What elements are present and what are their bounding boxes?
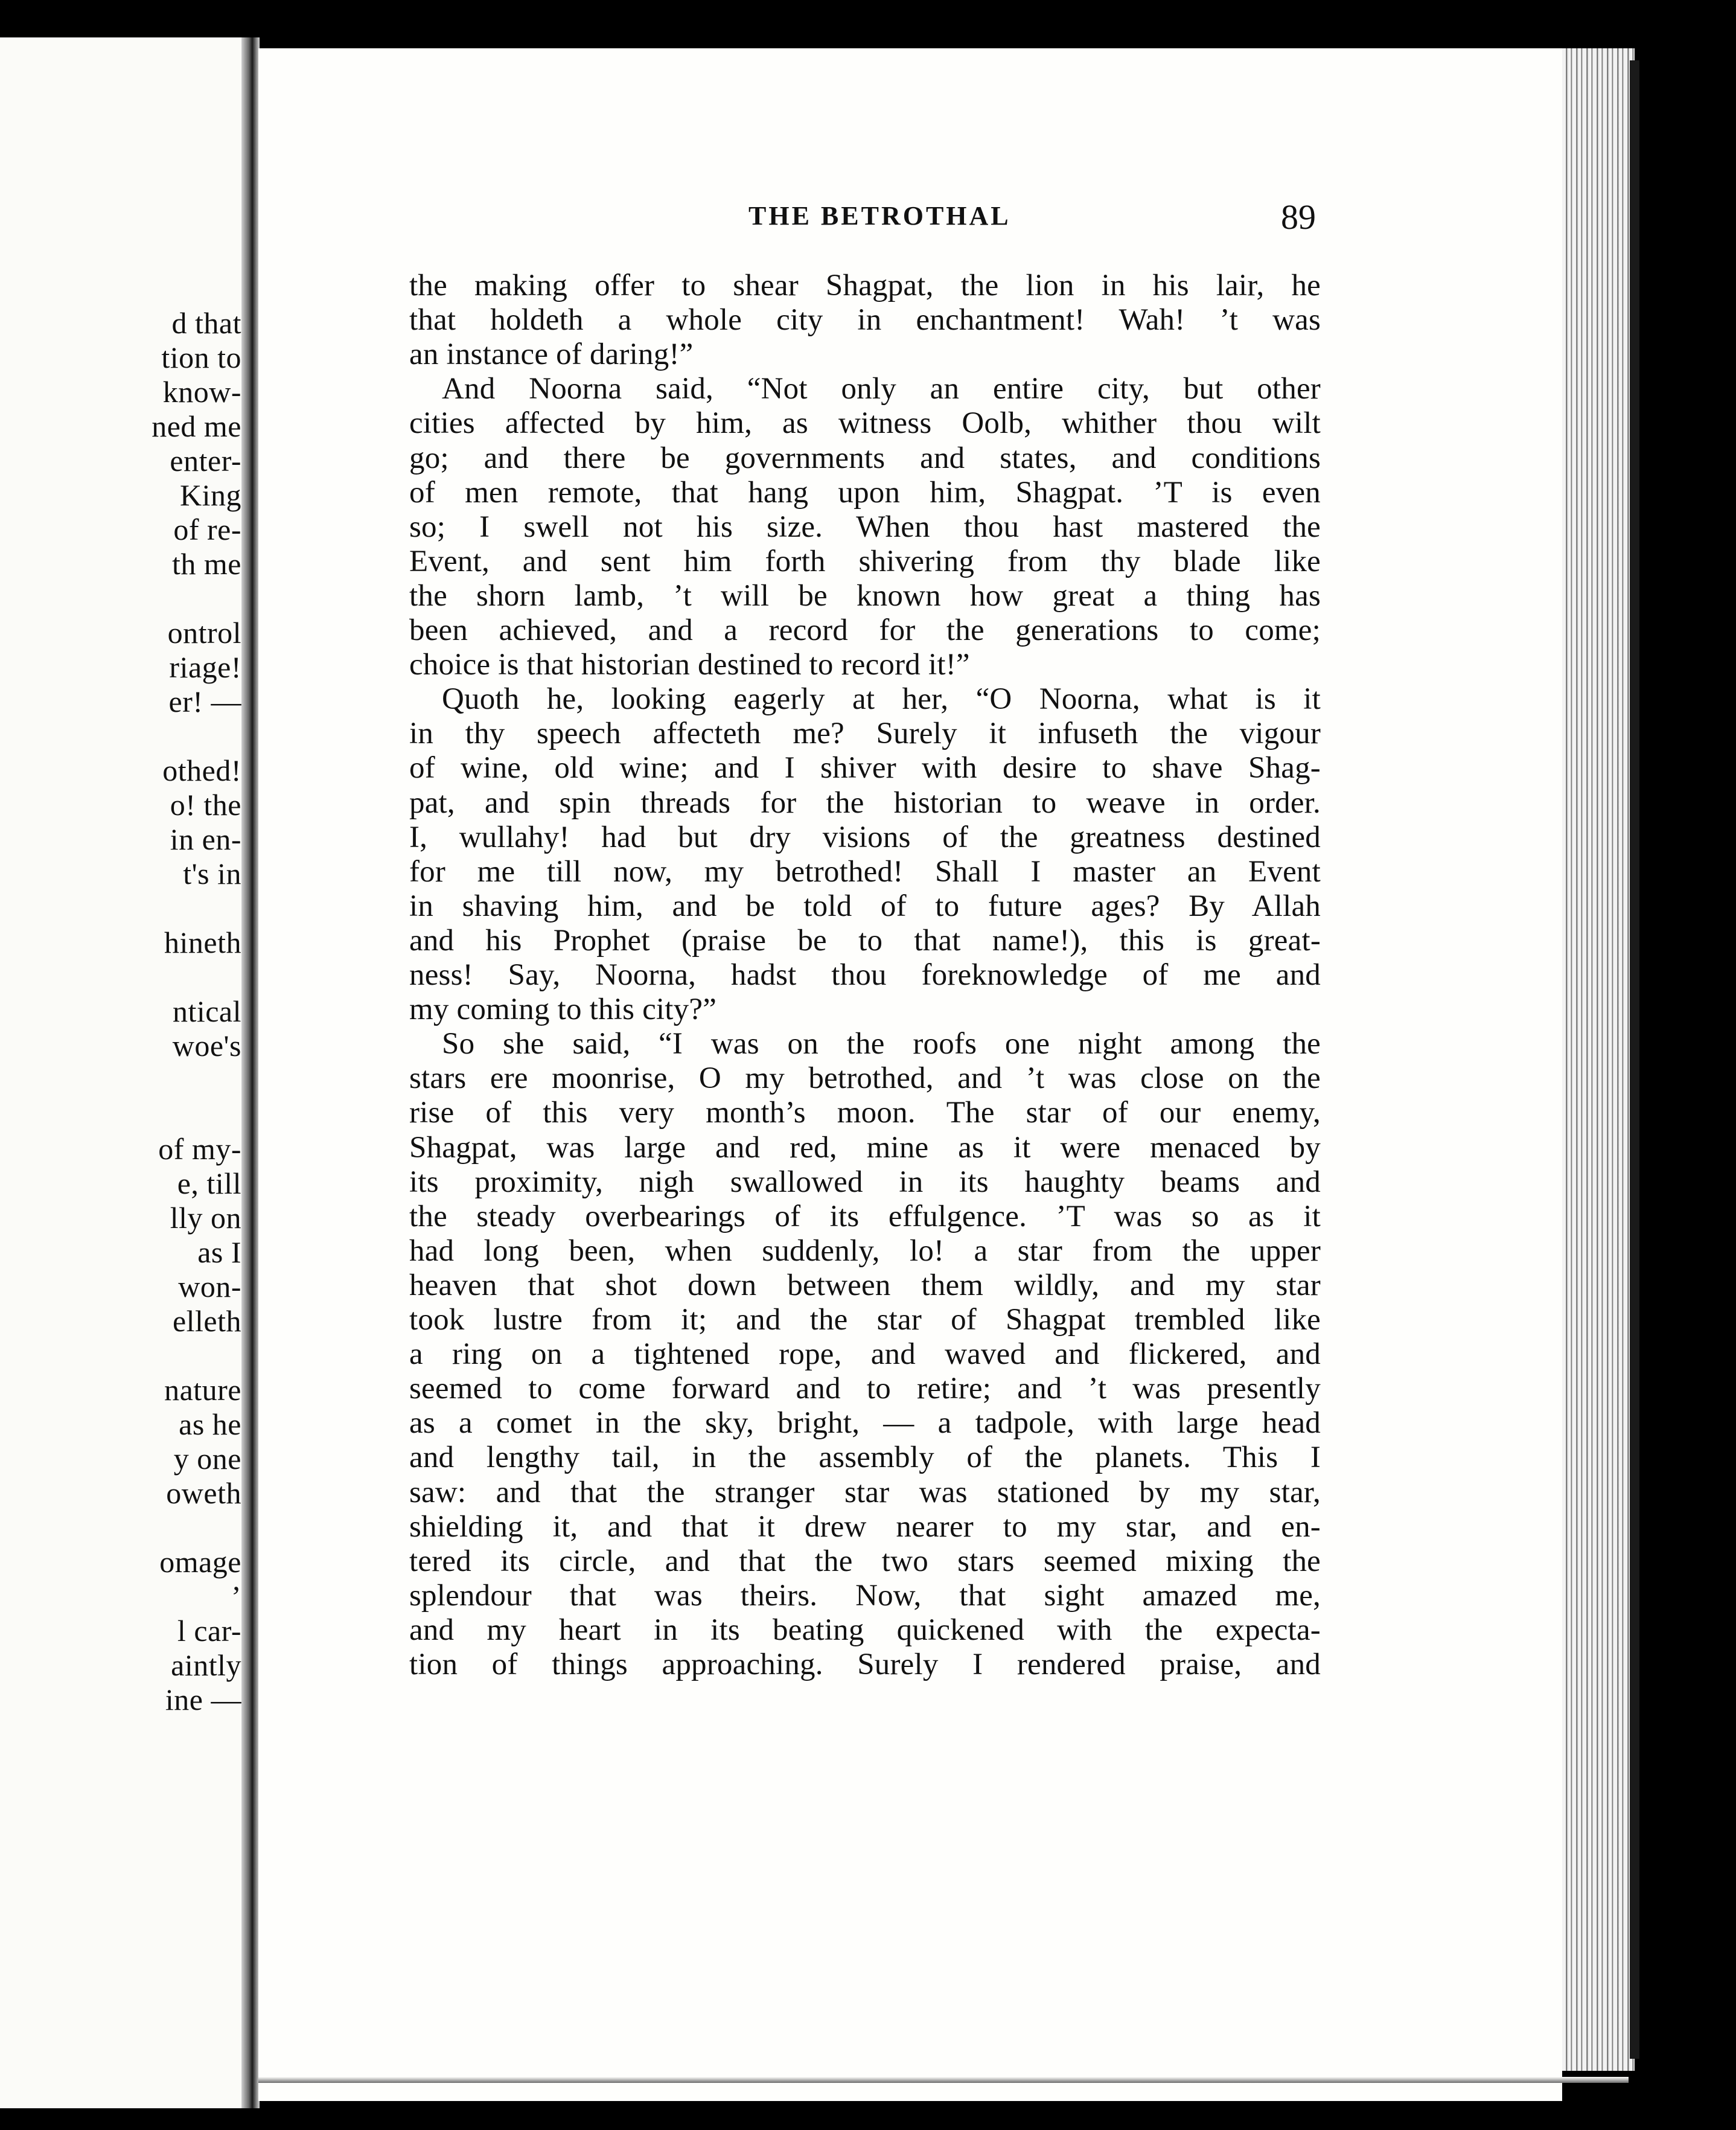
previous-page-line: l car- <box>177 1614 241 1648</box>
text-line: as a comet in the sky, bright, — a tadpole, with large head <box>409 1406 1321 1440</box>
text-line: ness! Say, Noorna, hadst thou foreknowledge of me and <box>409 958 1321 992</box>
previous-page-line: th me <box>172 547 241 581</box>
text-line: the shorn lamb, ’t will be known how great a thing has <box>409 579 1321 613</box>
text-line: of men remote, that hang upon him, Shagpat. ’T is even <box>409 476 1321 510</box>
text-line: choice is that historian destined to record it!” <box>409 648 970 682</box>
previous-page-line: y one <box>173 1442 241 1476</box>
text-line: a ring on a tightened rope, and waved and flickered, and <box>409 1337 1321 1371</box>
previous-page-line: enter- <box>170 444 241 478</box>
previous-page-line: oweth <box>166 1476 241 1510</box>
text-line: took lustre from it; and the star of Shagpat trembled like <box>409 1303 1321 1337</box>
previous-page-line: woe's <box>172 1029 241 1063</box>
text-line: so; I swell not his size. When thou hast mastered the <box>409 510 1321 544</box>
previous-page-line: as I <box>197 1235 241 1269</box>
previous-page-line: e, till <box>177 1166 241 1200</box>
text-line: and his Prophet (praise be to that name!), this is great- <box>409 924 1321 958</box>
text-line: of wine, old wine; and I shiver with desire to shave Shag- <box>409 751 1321 785</box>
text-line: saw: and that the stranger star was stationed by my star, <box>409 1476 1321 1509</box>
previous-page-line: othed! <box>162 753 241 787</box>
text-line: And Noorna said, “Not only an entire city, but other <box>442 372 1321 406</box>
previous-page-line: as he <box>179 1407 241 1441</box>
previous-page-line: nature <box>164 1373 241 1407</box>
text-line: my coming to this city?” <box>409 993 717 1026</box>
previous-page-line: tion to <box>161 341 241 374</box>
running-head: THE BETROTHAL <box>748 201 1011 231</box>
previous-page-line: ned me <box>152 409 241 443</box>
text-line: that holdeth a whole city in enchantment! Wah! ’t was <box>409 303 1321 337</box>
text-line: and lengthy tail, in the assembly of the planets. This I <box>409 1441 1321 1474</box>
text-line: rise of this very month’s moon. The star of our enemy, <box>409 1096 1321 1130</box>
text-line: the steady overbearings of its effulgence. ’T was so as it <box>409 1200 1321 1233</box>
text-line: the making offer to shear Shagpat, the lion in his lair, he <box>409 269 1321 302</box>
text-line: in shaving him, and be told of to future ages? By Allah <box>409 889 1321 923</box>
page-bottom-shadow <box>258 2077 1629 2083</box>
text-line: for me till now, my betrothed! Shall I master an Event <box>409 855 1321 889</box>
previous-page-line: hineth <box>164 926 241 959</box>
text-line: an instance of daring!” <box>409 337 694 371</box>
previous-page-line: elleth <box>172 1304 241 1338</box>
previous-page-line: ine — <box>165 1683 241 1716</box>
previous-page-line: of re- <box>173 513 241 546</box>
previous-page-line: ’ <box>231 1579 241 1613</box>
text-line: go; and there be governments and states, and conditions <box>409 441 1321 475</box>
text-line: Event, and sent him forth shivering from thy blade like <box>409 545 1321 578</box>
previous-page-line: omage <box>159 1545 241 1579</box>
previous-page-line: d that <box>171 306 241 340</box>
text-line: tered its circle, and that the two stars seemed mixing the <box>409 1544 1321 1578</box>
previous-page-line: riage! <box>169 650 241 684</box>
previous-page-line: o! the <box>170 788 241 822</box>
previous-page-line: of my- <box>158 1132 241 1166</box>
previous-page-line: in en- <box>170 822 241 856</box>
text-line: I, wullahy! had but dry visions of the greatness destined <box>409 820 1321 854</box>
page-edge-shadow <box>1630 60 1639 2059</box>
text-line: been achieved, and a record for the generations to come; <box>409 613 1321 647</box>
previous-page-line: won- <box>178 1270 241 1303</box>
previous-page <box>0 37 251 2108</box>
previous-page-line: King <box>180 478 241 512</box>
previous-page-line: ntical <box>172 994 241 1028</box>
text-line: heaven that shot down between them wildly, and my star <box>409 1268 1321 1302</box>
text-line: tion of things approaching. Surely I rendered praise, and <box>409 1648 1321 1681</box>
previous-page-line: aintly <box>171 1648 241 1682</box>
text-line: pat, and spin threads for the historian to weave in order. <box>409 786 1321 820</box>
previous-page-line: t's in <box>183 857 241 891</box>
text-line: Quoth he, looking eagerly at her, “O Noorna, what is it <box>442 682 1321 716</box>
text-line: its proximity, nigh swallowed in its haughty beams and <box>409 1165 1321 1199</box>
page-number: 89 <box>1281 197 1316 237</box>
text-line: in thy speech affecteth me? Surely it infuseth the vigour <box>409 717 1321 750</box>
text-line: stars ere moonrise, O my betrothed, and ’t was close on the <box>409 1061 1321 1095</box>
text-line: Shagpat, was large and red, mine as it were menaced by <box>409 1131 1321 1165</box>
previous-page-line: er! — <box>168 685 241 718</box>
text-line: splendour that was theirs. Now, that sight amazed me, <box>409 1579 1321 1613</box>
book-gutter <box>241 37 260 2108</box>
text-line: shielding it, and that it drew nearer to my star, and en- <box>409 1510 1321 1544</box>
text-line: and my heart in its beating quickened with the expecta- <box>409 1613 1321 1647</box>
text-line: cities affected by him, as witness Oolb, whither thou wilt <box>409 406 1321 440</box>
previous-page-line: know- <box>162 375 241 409</box>
previous-page-line: ontrol <box>167 616 241 650</box>
text-line: had long been, when suddenly, lo! a star from the upper <box>409 1234 1321 1268</box>
previous-page-line: lly on <box>170 1201 241 1235</box>
text-line: So she said, “I was on the roofs one night among the <box>442 1027 1321 1061</box>
page-edges <box>1562 48 1635 2071</box>
text-line: seemed to come forward and to retire; and ’t was presently <box>409 1372 1321 1406</box>
